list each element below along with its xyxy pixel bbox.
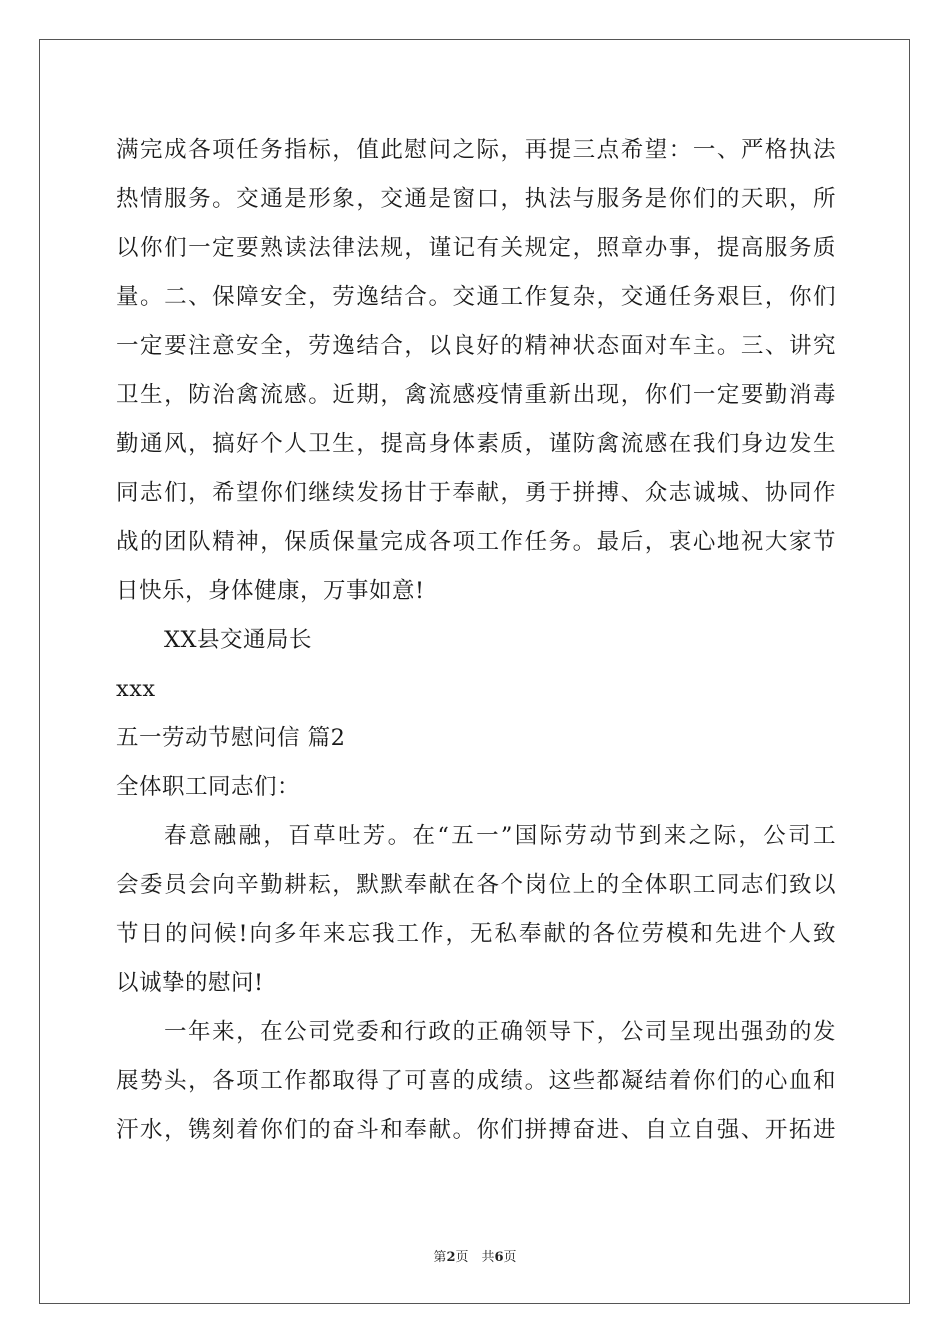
page-prefix: 第 [433,1250,447,1265]
section-heading: 五一劳动节慰问信 篇2 [116,725,346,751]
text-line: 战的团队精神，保质保量完成各项工作任务。最后，衷心地祝大家节 [116,529,836,555]
text-line: 日快乐，身体健康，万事如意! [116,578,425,604]
text-line: 以诚挚的慰问! [116,970,264,996]
text-line: 展势头，各项工作都取得了可喜的成绩。这些都凝结着你们的心血和 [116,1068,836,1094]
text-line: 春意融融，百草吐芳。在“五一”国际劳动节到来之际，公司工 [164,823,836,849]
salutation: 全体职工同志们： [116,774,301,800]
page-suffix: 页 [503,1250,517,1265]
text-line: 量。二、保障安全，劳逸结合。交通工作复杂，交通任务艰巨，你们 [116,284,836,310]
text-line: 以你们一定要熟读法律法规，谨记有关规定，照章办事，提高服务质 [116,235,836,261]
total-page-number: 6 [494,1250,504,1265]
text-line: 一年来，在公司党委和行政的正确领导下，公司呈现出强劲的发 [164,1019,836,1045]
signature-name: xxx [116,676,156,702]
text-line: 勤通风，搞好个人卫生，提高身体素质，谨防禽流感在我们身边发生 [116,431,836,457]
document-body [116,126,836,1155]
text-line: 同志们，希望你们继续发扬甘于奉献，勇于拼搏、众志诚城、协同作 [116,480,836,506]
current-page-number: 2 [446,1250,456,1265]
text-line: 卫生，防治禽流感。近期，禽流感疫情重新出现，你们一定要勤消毒 [116,382,836,408]
text-line: 汗水，镌刻着你们的奋斗和奉献。你们拼搏奋进、自立自强、开拓进 [116,1117,836,1143]
page-footer [0,1246,950,1265]
signature-title: XX县交通局长 [164,627,313,653]
text-line: 一定要注意安全，劳逸结合，以良好的精神状态面对车主。三、讲究 [116,333,836,359]
page-separator: 页 共 [455,1250,495,1265]
text-line: 节日的问候!向多年来忘我工作，无私奉献的各位劳模和先进个人致 [116,921,836,947]
text-line: 满完成各项任务指标，值此慰问之际，再提三点希望：一、严格执法 [116,137,836,163]
text-line: 会委员会向辛勤耕耘，默默奉献在各个岗位上的全体职工同志们致以 [116,872,836,898]
text-line: 热情服务。交通是形象，交通是窗口，执法与服务是你们的天职，所 [116,186,836,212]
